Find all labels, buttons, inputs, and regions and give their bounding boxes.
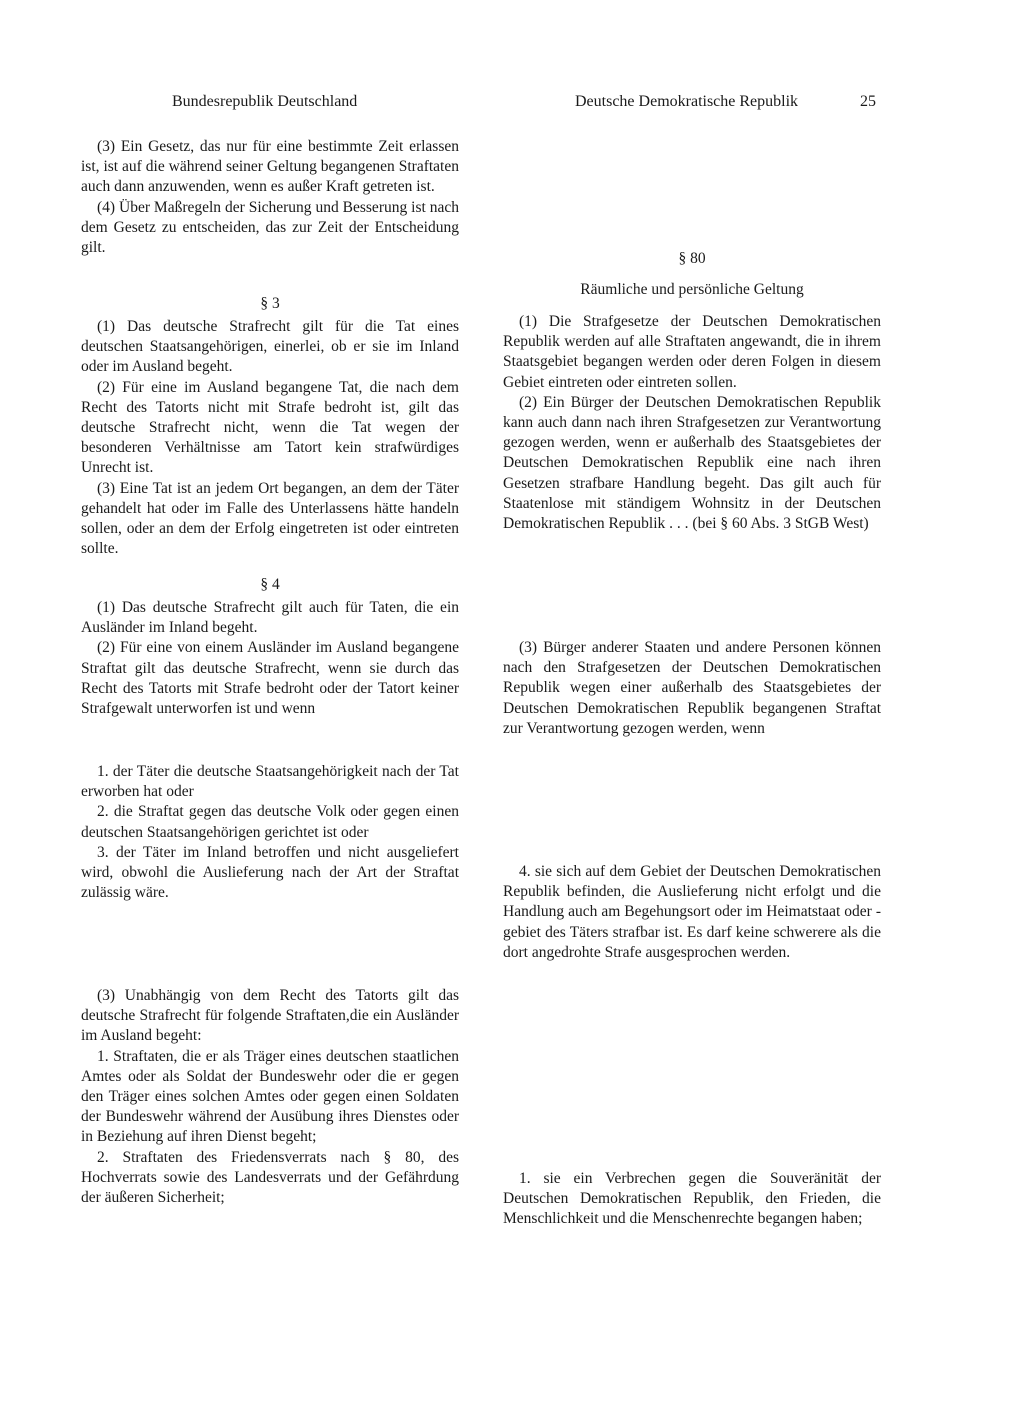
page-number: 25 (860, 93, 876, 110)
section-heading: § 4 (260, 576, 280, 593)
paragraph: (1) Das deutsche Strafrecht gilt auch für Taten, die ein Ausländer im Inland begeht. (81, 599, 459, 637)
list-item: 1. Straftaten, die er als Träger eines deutschen staatlichen Amtes oder als Soldat der Bundeswehr oder die er gegen den Träger eines solchen Amtes oder gegen einen Soldaten der Bundeswehr während der Ausübung ihres Dienstes oder in Beziehung auf ihren Dienst begeht; (81, 1047, 459, 1146)
paragraph: (2) Für eine im Ausland begangene Tat, die nach dem Recht des Tatorts nicht mit Strafe bedroht ist, gilt das deutsche Strafrecht nicht, wenn die Tat wegen der besonderen Verhältnisse am Tatort kein strafwürdiges Unrecht ist. (81, 378, 459, 477)
paragraph: (4) Über Maßregeln der Sicherung und Besserung ist nach dem Gesetz zu entscheiden, das zur Zeit der Entscheidung gilt. (81, 198, 459, 257)
section-heading: § 3 (260, 295, 280, 312)
paragraph: (1) Die Strafgesetze der Deutschen Demokratischen Republik werden auf alle Straftaten angewandt, die in ihrem Staatsgebiet begangen werden oder deren Folgen in diesem Gebiet eintreten oder eintreten sollen. (503, 313, 881, 391)
paragraph: (3) Bürger anderer Staaten und andere Personen können nach den Strafgesetzen der Deutschen Demokratischen Republik wegen einer außerhalb des Staatsgebietes der Deutschen Demokratischen Republik begangenen Straftat zur Verantwortung gezogen werden, wenn (503, 639, 881, 737)
section-title: Räumliche und persönliche Geltung (580, 281, 804, 298)
paragraph: (1) Das deutsche Strafrecht gilt für die Tat eines deutschen Staatsangehörigen, einerlei, ob er sie im Inland oder im Ausland begeht. (81, 318, 459, 376)
paragraph: (2) Für eine von einem Ausländer im Ausland begangene Straftat gilt das deutsche Strafrecht, wenn sie durch das Recht des Tatorts mit Strafe bedroht oder der Tatort keiner Strafgewalt unterworfen ist und wenn (81, 639, 459, 718)
paragraph: (2) Ein Bürger der Deutschen Demokratischen Republik kann auch dann nach ihren Strafgesetzen zur Verantwortung gezogen werden, wenn er außerhalb des Staatsgebietes der Deutschen Demokratischen Republik eine nach ihren Gesetzen strafbare Handlung begeht. Das gilt auch für Staatenlose mit ständigem Wohnsitz in der Deutschen Demokratischen Republik . . . (bei § 60 Abs. 3 StGB West) (503, 393, 881, 533)
list-item: 4. sie sich auf dem Gebiet der Deutschen Demokratischen Republik befinden, die Auslieferung nicht erfolgt und die Handlung auch am Begehungsort oder im Heimatstaat oder -gebiet des Täters strafbar ist. Es darf keine schwerere als die dort angedrohte Strafe ausgesprochen werden. (503, 863, 881, 961)
list-item: 2. die Straftat gegen das deutsche Volk oder gegen einen deutschen Staatsangehörigen gerichtet ist oder (81, 803, 459, 841)
section-heading: § 80 (678, 250, 706, 267)
list-item: 1. der Täter die deutsche Staatsangehörigkeit nach der Tat erworben hat oder (81, 763, 459, 801)
paragraph: (3) Unabhängig von dem Recht des Tatorts gilt das deutsche Strafrecht für folgende Straftaten,die ein Ausländer im Ausland begeht: (81, 987, 459, 1045)
running-header-right: Deutsche Demokratische Republik (575, 93, 799, 110)
paragraph: (3) Ein Gesetz, das nur für eine bestimmte Zeit erlassen ist, ist auf die während seiner Geltung begangenen Straftaten auch dann anzuwenden, wenn es außer Kraft getreten ist. (81, 138, 459, 196)
list-item: 2. Straftaten des Friedensverrats nach § 80, des Hochverrats sowie des Landesverrats und der Gefährdung der äußeren Sicherheit; (81, 1148, 459, 1207)
running-header-left: Bundesrepublik Deutschland (172, 93, 358, 110)
paragraph: (3) Eine Tat ist an jedem Ort begangen, an dem der Täter gehandelt hat oder im Falle des Unterlassens hätte handeln sollen, oder an dem der Erfolg eingetreten ist oder eintreten sollte. (81, 479, 459, 558)
list-item: 3. der Täter im Inland betroffen und nicht ausgeliefert wird, obwohl die Auslieferung nach der Art der Straftat zulässig wäre. (81, 843, 459, 902)
list-item: 1. sie ein Verbrechen gegen die Souveränität der Deutschen Demokratischen Republik, den Frieden, die Menschlichkeit und die Menschenrechte begangen haben; (503, 1170, 881, 1228)
